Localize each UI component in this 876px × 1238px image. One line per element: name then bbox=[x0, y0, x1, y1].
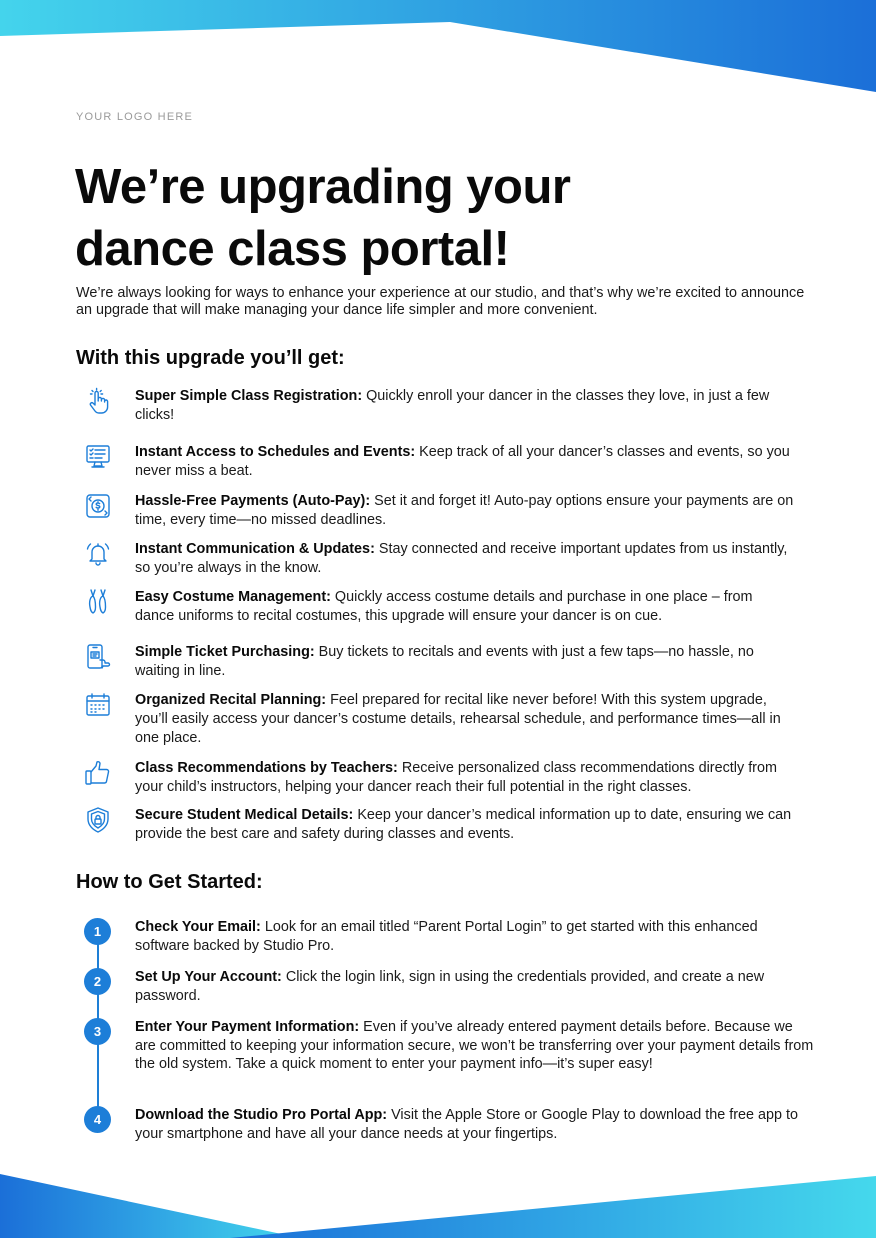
feature-text bbox=[135, 588, 795, 626]
feature-text bbox=[135, 387, 795, 425]
steps-heading: How to Get Started: bbox=[76, 871, 263, 893]
step-title: Set Up Your Account: bbox=[135, 969, 282, 985]
step-description: Look for an email titled “Parent Portal Login” to get started with this enhanced software backed by Studio Pro. bbox=[135, 919, 758, 954]
thumbs-up-icon bbox=[84, 759, 112, 787]
step-title: Enter Your Payment Information: bbox=[135, 1019, 360, 1035]
feature-title: Instant Access to Schedules and Events: bbox=[135, 444, 416, 460]
feature-description: Keep track of all your dancer’s classes and events, so you never miss a beat. bbox=[135, 444, 790, 479]
step-title: Download the Studio Pro Portal App: bbox=[135, 1107, 388, 1123]
feature-description: Quickly access costume details and purchase in one place – from dance uniforms to recital costumes, this upgrade will ensure your dancer is on cue. bbox=[135, 589, 753, 624]
feature-text bbox=[135, 806, 795, 844]
feature-title: Easy Costume Management: bbox=[135, 589, 331, 605]
step-text bbox=[135, 918, 815, 955]
feature-title: Secure Student Medical Details: bbox=[135, 807, 354, 823]
feature-text bbox=[135, 443, 795, 481]
step-number-badge: 1 bbox=[84, 918, 111, 945]
feature-title: Class Recommendations by Teachers: bbox=[135, 760, 398, 776]
ballet-shoes-icon bbox=[84, 588, 112, 616]
calendar-icon bbox=[84, 691, 112, 719]
feature-description: Keep your dancer’s medical information up to date, ensuring we can provide the best care and safety during classes and events. bbox=[135, 807, 792, 842]
shield-lock-icon bbox=[84, 806, 112, 834]
step-text bbox=[135, 968, 815, 1005]
tap-hand-icon bbox=[84, 387, 112, 415]
feature-description: Stay connected and receive important updates from us instantly, so you’re always in the know. bbox=[135, 541, 788, 576]
step-number-badge: 4 bbox=[84, 1106, 111, 1133]
feature-text bbox=[135, 759, 795, 797]
feature-description: Receive personalized class recommendations directly from your child’s instructors, helping your dancer reach their full potential in the right classes. bbox=[135, 760, 777, 795]
step-number-badge: 3 bbox=[84, 1018, 111, 1045]
schedule-screen-icon bbox=[84, 443, 112, 471]
logo-placeholder: YOUR LOGO HERE bbox=[76, 111, 194, 123]
auto-pay-icon bbox=[84, 492, 112, 520]
feature-description: Feel prepared for recital like never before! With this system upgrade, you’ll easily access your dancer’s costume details, rehearsal schedule, and performance times—all in one place. bbox=[135, 692, 781, 746]
step-description: Visit the Apple Store or Google Play to download the free app to your smartphone and have all your dance needs at your fingertips. bbox=[135, 1107, 799, 1142]
step-number-badge: 2 bbox=[84, 968, 111, 995]
intro-paragraph: We’re always looking for ways to enhance your experience at our studio, and that’s why we’re excited to announce an upgrade that will make managing your dance life simpler and more convenient. bbox=[76, 285, 805, 318]
step-title: Check Your Email: bbox=[135, 919, 261, 935]
bell-icon bbox=[84, 540, 112, 568]
feature-description: Buy tickets to recitals and events with just a few taps—no hassle, no waiting in line. bbox=[135, 644, 754, 679]
feature-title: Instant Communication & Updates: bbox=[135, 541, 375, 557]
step-text bbox=[135, 1018, 815, 1074]
step-text bbox=[135, 1106, 815, 1143]
feature-title: Super Simple Class Registration: bbox=[135, 388, 363, 404]
feature-text bbox=[135, 492, 795, 530]
phone-ticket-icon bbox=[84, 643, 112, 671]
title-line-1: We’re upgrading your bbox=[75, 160, 571, 214]
feature-description: Quickly enroll your dancer in the classes they love, in just a few clicks! bbox=[135, 388, 770, 423]
title-line-2: dance class portal! bbox=[75, 222, 510, 276]
step-description: Even if you’ve already entered payment details before. Because we are committed to keeping your information secure, we won’t be transferring over your payment details from the old system. Take a quick moment to enter your payment info—it’s super easy! bbox=[135, 1019, 814, 1072]
features-heading: With this upgrade you’ll get: bbox=[76, 347, 345, 369]
page-title bbox=[75, 156, 570, 280]
feature-text bbox=[135, 540, 795, 578]
feature-title: Organized Recital Planning: bbox=[135, 692, 327, 708]
feature-text bbox=[135, 691, 795, 748]
feature-text bbox=[135, 643, 795, 681]
step-description: Click the login link, sign in using the credentials provided, and create a new password. bbox=[135, 969, 765, 1004]
feature-description: Set it and forget it! Auto-pay options ensure your payments are on time, every time—no missed deadlines. bbox=[135, 493, 794, 528]
feature-title: Hassle-Free Payments (Auto-Pay): bbox=[135, 493, 371, 509]
feature-title: Simple Ticket Purchasing: bbox=[135, 644, 315, 660]
